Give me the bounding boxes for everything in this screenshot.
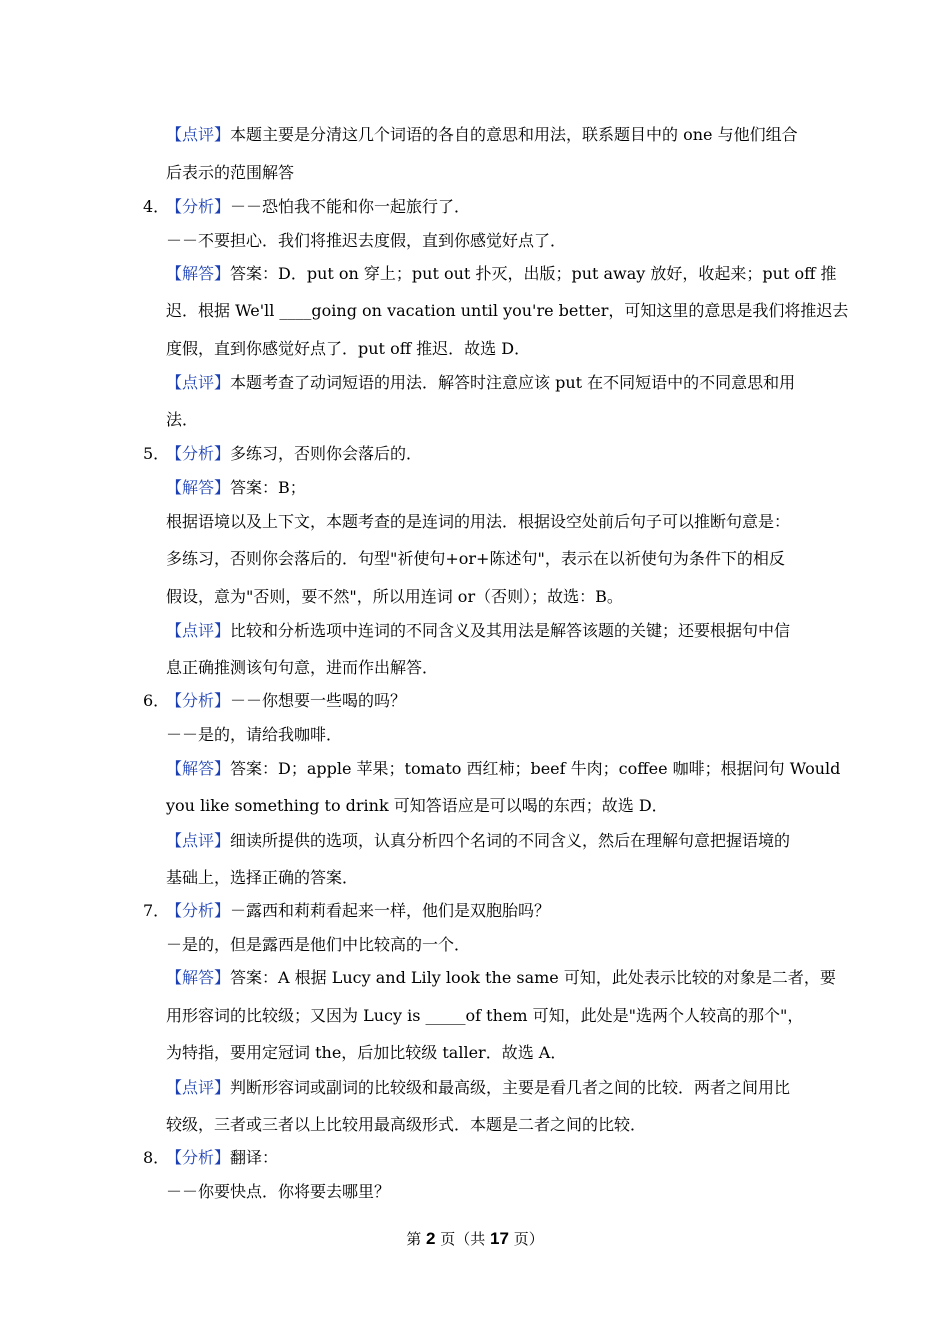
q7-number: 7． — [143, 901, 170, 920]
q3-comment-line-2: 后表示的范围解答 — [166, 163, 295, 182]
q4-analysis-text: －－恐怕我不能和你一起旅行了． — [230, 197, 471, 216]
q5-comment-line — [166, 620, 790, 642]
q4-answer-line-2: 迟．根据 We'll ____going on vacation until you're better，可知这里的意思是我们将推迟去 — [166, 301, 849, 320]
q3-comment-text: 本题主要是分清这几个词语的各自的意思和用法，联系题目中的 one 与他们组合 — [230, 125, 798, 144]
q7-answer-line-3: 为特指，要用定冠词 the，后加比较级 taller．故选 A． — [166, 1043, 567, 1062]
q5-answer-text: 答案：B； — [230, 478, 306, 497]
q5-analysis-line — [166, 443, 422, 465]
analysis-tag: 【分析】 — [166, 444, 231, 463]
comment-tag: 【点评】 — [166, 373, 231, 392]
q5-analysis-text: 多练习，否则你会落后的． — [230, 444, 423, 463]
analysis-tag: 【分析】 — [166, 901, 231, 920]
q5-answer-line — [166, 477, 306, 499]
page-footer — [0, 1228, 950, 1250]
q7-comment-line-2: 较级，三者或三者以上比较用最高级形式．本题是二者之间的比较． — [166, 1115, 647, 1134]
q7-answer-text: 答案：A 根据 Lucy and Lily look the same 可知，此处表示比较的对象是二者，要 — [230, 968, 836, 987]
comment-tag: 【点评】 — [166, 1078, 231, 1097]
q6-comment-text: 细读所提供的选项，认真分析四个名词的不同含义，然后在理解句意把握语境的 — [230, 831, 791, 850]
q8-analysis-line-2: －－你要快点．你将要去哪里？ — [166, 1182, 391, 1201]
q8-analysis-line — [166, 1147, 278, 1169]
q7-analysis-line-2: －是的，但是露西是他们中比较高的一个． — [166, 935, 471, 954]
q7-analysis-text: －露西和莉莉看起来一样，他们是双胞胎吗？ — [230, 901, 551, 920]
q6-comment-line — [166, 830, 790, 852]
q5-answer-line-4: 假设，意为"否则，要不然"，所以用连词 or（否则）；故选：B。 — [166, 587, 623, 606]
q7-answer-line — [166, 967, 836, 989]
analysis-tag: 【分析】 — [166, 1148, 231, 1167]
footer-middle: 页（共 — [435, 1230, 491, 1248]
footer-page-number: 2 — [426, 1229, 436, 1248]
q6-answer-text: 答案：D；apple 苹果；tomato 西红柿；beef 牛肉；coffee 咖啡；根据问句 Would — [230, 759, 841, 778]
footer-prefix: 第 — [406, 1230, 427, 1248]
q7-comment-text: 判断形容词或副词的比较级和最高级，主要是看几者之间的比较．两者之间用比 — [230, 1078, 791, 1097]
answer-tag: 【解答】 — [166, 968, 231, 987]
q4-comment-text: 本题考查了动词短语的用法．解答时注意应该 put 在不同短语中的不同意思和用 — [230, 373, 796, 392]
q5-answer-line-3: 多练习，否则你会落后的．句型"祈使句+or+陈述句"，表示在以祈使句为条件下的相反 — [166, 549, 785, 568]
q7-analysis-line — [166, 900, 550, 922]
analysis-tag: 【分析】 — [166, 691, 231, 710]
q7-comment-line — [166, 1077, 790, 1099]
q5-comment-line-2: 息正确推测该句句意，进而作出解答． — [166, 658, 439, 677]
q6-answer-line — [166, 758, 840, 780]
q4-analysis-line — [166, 196, 470, 218]
footer-suffix: 页） — [508, 1230, 544, 1248]
q8-analysis-text: 翻译： — [230, 1148, 279, 1167]
q8-number: 8． — [143, 1148, 170, 1167]
q4-answer-line — [166, 263, 837, 285]
q5-answer-line-2: 根据语境以及上下文，本题考查的是连词的用法．根据设空处前后句子可以推断句意是： — [166, 512, 791, 531]
q5-comment-text: 比较和分析选项中连词的不同含义及其用法是解答该题的关键；还要根据句中信 — [230, 621, 791, 640]
q4-answer-text: 答案：D．put on 穿上；put out 扑灭，出版；put away 放好，收起来；put off 推 — [230, 264, 837, 283]
q6-analysis-text: －－你想要一些喝的吗？ — [230, 691, 407, 710]
analysis-tag: 【分析】 — [166, 197, 231, 216]
answer-tag: 【解答】 — [166, 264, 231, 283]
q4-answer-line-3: 度假，直到你感觉好点了．put off 推迟．故选 D． — [166, 339, 531, 358]
q6-analysis-line — [166, 690, 406, 712]
q7-answer-line-2: 用形容词的比较级；又因为 Lucy is _____of them 可知，此处是"选两个人较高的那个"， — [166, 1006, 804, 1025]
q6-analysis-line-2: －－是的，请给我咖啡． — [166, 725, 343, 744]
q6-number: 6． — [143, 691, 170, 710]
comment-tag: 【点评】 — [166, 831, 231, 850]
footer-total-pages: 17 — [490, 1229, 509, 1248]
comment-tag: 【点评】 — [166, 125, 231, 144]
q4-number: 4． — [143, 197, 170, 216]
answer-tag: 【解答】 — [166, 478, 231, 497]
q5-number: 5． — [143, 444, 170, 463]
answer-tag: 【解答】 — [166, 759, 231, 778]
comment-tag: 【点评】 — [166, 621, 231, 640]
q4-comment-line-2: 法． — [166, 410, 199, 429]
q3-comment-line — [166, 124, 798, 146]
q4-comment-line — [166, 372, 795, 394]
q6-comment-line-2: 基础上，选择正确的答案． — [166, 868, 359, 887]
q6-answer-line-2: you like something to drink 可知答语应是可以喝的东西；故选 D． — [166, 796, 668, 815]
q4-analysis-line-2: －－不要担心．我们将推迟去度假，直到你感觉好点了． — [166, 231, 567, 250]
